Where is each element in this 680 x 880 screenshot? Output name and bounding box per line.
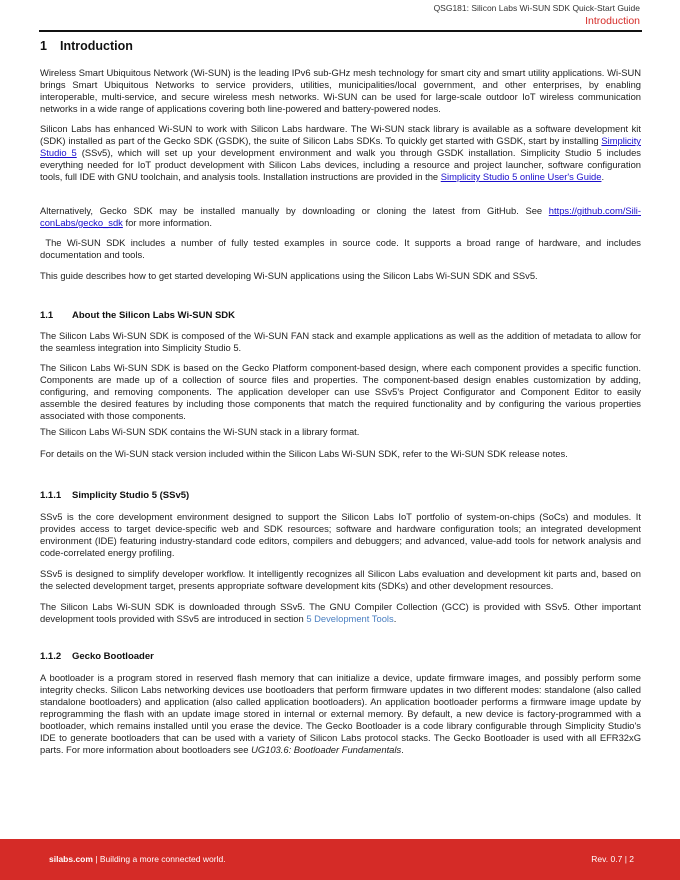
text: Alternatively, Gecko SDK may be installed manually by downloading or cloning the latest from GitHub. See — [40, 205, 549, 216]
footer-tagline: | Building a more connected world. — [92, 854, 226, 864]
footer-right — [591, 854, 634, 864]
intro-paragraph-1: Wireless Smart Ubiquitous Network (Wi-SUN) is the leading IPv6 sub-GHz mesh technology for smart city and smart utility applications. Wi-SUN brings Smart Ubiquitous Networks to service providers, utilities, municipalities/local government, and other enterprises, by enabling interoperable, multi-service, and secure wireless mesh networks. Wi-SUN can be used for large-scale outdoor IoT wireless communication networks in a wide range of applications covering both line-powered and battery-powered nodes. — [40, 67, 641, 114]
intro-paragraph-4: The Wi-SUN SDK includes a number of fully tested examples in source code. It supports a broad range of hardware, and includes documentation and tools. — [40, 237, 641, 260]
heading-number: 1 — [40, 39, 47, 53]
heading-number: 1.1.1 — [40, 490, 62, 501]
text: The Silicon Labs Wi-SUN SDK is downloaded through SSv5. The GNU Compiler Collection (GCC) is provided with SSv5. Other important development tools provided with SSv5 are introduced in section — [40, 601, 641, 624]
heading-about-sdk — [40, 310, 235, 321]
about-paragraph-4: For details on the Wi-SUN stack version included within the Silicon Labs Wi-SUN SDK, refer to the Wi-SUN SDK release notes. — [40, 448, 568, 459]
heading-simplicity-studio — [40, 490, 189, 501]
intro-paragraph-2 — [40, 123, 641, 183]
text: . — [393, 613, 397, 624]
heading-gecko-bootloader — [40, 651, 154, 662]
heading-text: Gecko Bootloader — [72, 651, 154, 662]
about-paragraph-1: The Silicon Labs Wi-SUN SDK is composed of the Wi-SUN FAN stack and example applications as well as the addition of metadata to allow for the seamless integration into Simplicity Studio 5. — [40, 330, 641, 353]
ssv5-paragraph-2: SSv5 is designed to simplify developer workflow. It intelligently recognizes all Silicon Labs evaluation and development kit parts and, based on the selected development target, presents appropriate software development kits (SDKs) and other development resources. — [40, 568, 641, 591]
text: . — [401, 744, 404, 755]
document-title: QSG181: Silicon Labs Wi-SUN SDK Quick-Start Guide — [433, 3, 640, 13]
ssv5-paragraph-1: SSv5 is the core development environment designed to support the Silicon Labs IoT portfolio of system-on-chips (SoCs) and modules. It provides access to target device-specific web and SDK resources; software and hardware configuration tools; an integrated development environment (IDE) featuring industry-standard code editors, compilers and debuggers; and advanced, value-add tools for network analysis and code-correlated energy profiling. — [40, 511, 641, 558]
simplicity-studio-link[interactable]: Simplicity Studio 5 — [40, 135, 641, 158]
about-paragraph-2: The Silicon Labs Wi-SUN SDK is based on the Gecko Platform component-based design, where each component provides a specific function. Components are made up of a collection of source files and properties. The component-based design enables customization by adding, configuring, and removing components. The application developer can use SSv5's Project Configurator and Component Editor to easily assemble the desired features by including those components that match the required functionality and by configuring the various properties associated with those components. — [40, 362, 641, 421]
revision: Rev. 0.7 — [591, 854, 623, 864]
text: (SSv5), which will set up your development environment and walk you through GSDK installation. Simplicity Studio 5 includes everything needed for IoT product development with Silicon Labs devices, including a resource and project launcher, software configuration tools, full IDE with GNU toolchain, and analysis tools. Installation instructions are provided in the — [40, 147, 641, 182]
intro-paragraph-5: This guide describes how to get started developing Wi-SUN applications using the Silicon Labs Wi-SUN SDK and SSv5. — [40, 270, 538, 281]
footer-left — [49, 854, 226, 864]
footer-site: silabs.com — [49, 854, 93, 864]
heading-text: About the Silicon Labs Wi-SUN SDK — [72, 310, 235, 321]
ssv5-paragraph-3 — [40, 601, 641, 625]
user-guide-link[interactable]: Simplicity Studio 5 online User's Guide — [440, 171, 602, 182]
header-rule — [39, 30, 642, 32]
intro-paragraph-3 — [40, 205, 641, 229]
text: A bootloader is a program stored in reserved flash memory that can initialize a device, update firmware images, and possibly perform some integrity checks. Silicon Labs networking devices use bootloaders that perform firmware updates in two different modes: standalone (also called standalone bootloaders) and application (also called application bootloaders). An application bootloader performs a firmware image update by reprogramming the flash with an update image stored in internal or external memory. By default, a new device is factory-programmed with a bootloader, which remains installed until you erase the device. The Gecko Bootloader is a code library configurable through Simplicity Studio's IDE to generate bootloaders that can be used with a variety of Silicon Labs protocol stacks. The Gecko Bootloader is used with all EFR32xG parts. For more information about bootloaders see — [40, 672, 641, 755]
page-footer — [0, 839, 680, 880]
running-section-title: Introduction — [585, 15, 640, 27]
github-link[interactable]: https://github.com/SiliconLabs/gecko_sdk — [40, 205, 641, 228]
bootloader-paragraph — [40, 672, 641, 756]
page-number: | 2 — [622, 854, 634, 864]
document-reference: UG103.6: Bootloader Fundamentals — [251, 744, 402, 755]
heading-text: Simplicity Studio 5 (SSv5) — [72, 490, 190, 501]
development-tools-xref[interactable]: 5 Development Tools — [306, 613, 394, 624]
text: . — [601, 171, 605, 182]
text: Silicon Labs has enhanced Wi-SUN to work with Silicon Labs hardware. The Wi-SUN stack library is available as a software development kit (SDK) installed as part of the Gecko SDK (GSDK), the suite of Silicon Labs SDKs. To quickly get started with GSDK, start by installing — [40, 123, 641, 146]
heading-introduction — [40, 39, 133, 53]
heading-number: 1.1 — [40, 310, 54, 321]
heading-number: 1.1.2 — [40, 651, 62, 662]
about-paragraph-3: The Silicon Labs Wi-SUN SDK contains the Wi-SUN stack in a library format. — [40, 426, 360, 437]
heading-text: Introduction — [60, 39, 133, 53]
text: for more information. — [122, 217, 212, 228]
